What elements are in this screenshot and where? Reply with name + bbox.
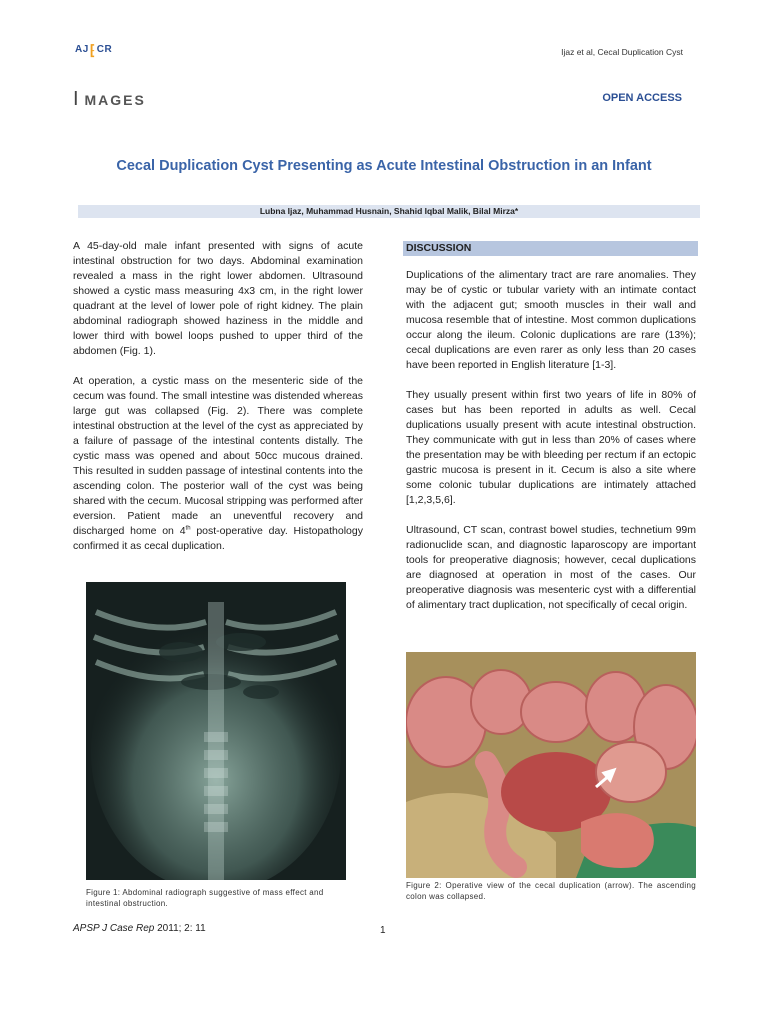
left-column	[73, 239, 363, 569]
logo-right-text: CR	[96, 44, 113, 55]
figure-2-operative-view	[406, 652, 696, 878]
discussion-paragraph-2: They usually present within first two years of life in 80% of cases but has been reported in adults as well. Cecal duplications usually present with acute intestinal obstruction. They communicate with gut in less than 20% of cases where the presentation may be with bleeding per rectum if an ectopic gastric mucosa is present in it. Cecum is also a site where some colonic tubular duplications are intimately attached [1,2,3,5,6].	[406, 389, 696, 506]
figure-2-caption: Figure 2: Operative view of the cecal duplication (arrow). The ascending colon was collapsed.	[406, 881, 696, 901]
article-title: Cecal Duplication Cyst Presenting as Acute Intestinal Obstruction in an Infant	[116, 158, 652, 174]
journal-citation	[73, 923, 206, 934]
journal-logo	[75, 41, 113, 58]
discussion-paragraph-3: Ultrasound, CT scan, contrast bowel studies, technetium 99m radionuclide scan, and diagnostic laparoscopy are important tools for preoperative diagnosis; however, cecal duplications are diagnosed at operation in most of the cases. Our preoperative diagnosis was mesenteric cyst with a differential of alimentary tract duplication, not specifically of cecal origin.	[406, 524, 696, 611]
section-rest: MAGES	[84, 92, 146, 108]
section-initial: I	[73, 88, 79, 110]
author-list: Lubna Ijaz, Muhammad Husnain, Shahid Iqbal Malik, Bilal Mirza*	[78, 205, 700, 218]
running-head: Ijaz et al, Cecal Duplication Cyst	[561, 47, 683, 57]
citation-details: 2011; 2: 11	[154, 923, 206, 934]
journal-name: APSP J Case Rep	[73, 923, 155, 934]
operative-illustration	[406, 652, 696, 878]
open-access-label: OPEN ACCESS	[602, 92, 682, 104]
case-paragraph-2-start: At operation, a cystic mass on the mesenteric side of the cecum was found. The small intestine was distended whereas large gut was collapsed (Fig. 2). There was complete intestinal obstruction at the level of the cyst as appreciated by a failure of passage of the intestinal contents distally. The cystic mass was opened and about 50cc mucous drained. This resulted in sudden passage of intestinal contents into the ascending colon. The posterior wall of the cyst was being shared with the cecum. Mucosal stripping was performed after eversion. Patient made an uneventful recovery and discharged home on 4	[73, 375, 363, 537]
logo-bracket-icon: ⁅	[89, 41, 96, 58]
discussion-heading: DISCUSSION	[403, 241, 698, 256]
radiograph-illustration	[86, 582, 346, 880]
discussion-paragraph-1: Duplications of the alimentary tract are rare anomalies. They may be of cystic or tubular variety with an intimate contact with the adjacent gut; smooth muscles in their wall and mucosa resemble that of intestine. Most common duplications occur along the ileum. Colonic duplications are rare (13%); cecal duplications are even rarer as only less than 20 cases have been reported in English literature [1-3].	[406, 269, 696, 371]
logo-left-text: AJ	[75, 44, 89, 55]
case-paragraph-2-end: post-operative day. Histopathology confirmed it as cecal duplication.	[73, 525, 363, 552]
case-paragraph-2	[73, 374, 363, 554]
section-label	[73, 88, 146, 111]
figure-1-caption: Figure 1: Abdominal radiograph suggestive of mass effect and intestinal obstruction.	[86, 888, 324, 908]
page-number: 1	[380, 925, 386, 936]
figure-1-radiograph	[86, 582, 346, 880]
case-paragraph-1: A 45-day-old male infant presented with signs of acute intestinal obstruction for two days. Abdominal examination revealed a mass in the right lower abdomen. Ultrasound showed a cystic mass measuring 4x3 cm, in the right lower quadrant at the level of lower pole of right kidney. The plain abdominal radiograph showed haziness in the middle and lower third with bowel loops pushed to upper third of the abdomen (Fig. 1).	[73, 240, 363, 357]
superscript-th: th	[185, 525, 191, 532]
right-column	[406, 268, 696, 628]
